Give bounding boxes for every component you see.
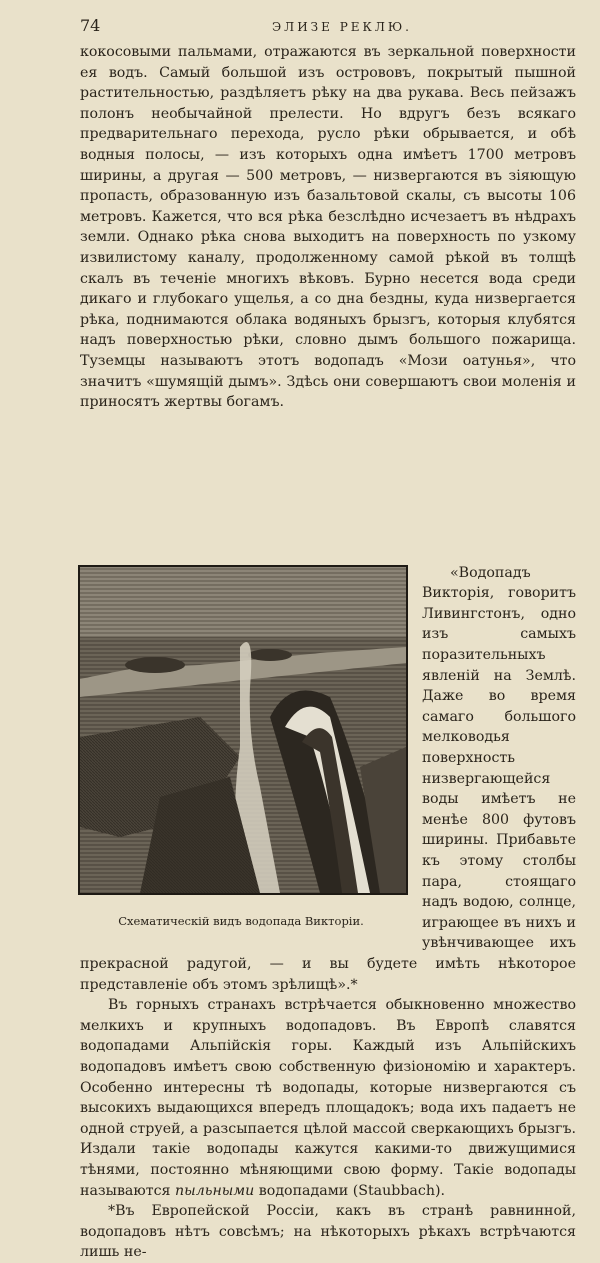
page-header: [80, 16, 576, 42]
paragraph-1-start: [80, 42, 576, 413]
paragraph-3-italic: пыльными: [175, 1182, 255, 1199]
paragraph-1-text: кокосовыми пальмами, отражаются въ зеркальной поверхности ея водъ. Самый большой изъ острововъ, покрытый пышной растительностью, раздѣляетъ рѣку на два рукава. Весь пейзажъ полонъ необычайной прелести. Но вдругъ безъ всякаго предварительнаго перехода, русло рѣки обрывается, и обѣ водныя полосы, — изъ которыхъ одна имѣетъ 1700 метровъ ширины, а другая — 500 метровъ, — низвергаются въ зіяющую пропасть, образованную изъ базальтовой скалы, съ высоты 106 метровъ. Кажется, что вся рѣка безслѣдно исчезаетъ въ нѣдрахъ земли. Однако рѣка снова выходитъ на поверхность по узкому извилистому каналу, продолженному самой рѣкой въ толщѣ скалъ въ теченіе многихъ вѣковъ. Бурно несется вода среди дикаго и глубокаго ущелья, а со дна бездны, куда низвергается рѣка, поднимаются облака водяныхъ брызгъ, которыя клубятся надъ поверхностью рѣки, словно дымъ большого пожарища. Туземцы называютъ этотъ водопадъ «Мози оатунья», что значитъ «шумящій дымъ». Здѣсь они совершаютъ свои моленія и приносятъ жертвы богамъ.: [80, 44, 576, 411]
paragraph-3: [80, 995, 576, 1201]
figure-caption: Схематическій видъ водопада Викторіи.: [118, 913, 364, 928]
paragraph-4: *Въ Европейской Россіи, какъ въ странѣ равнинной, водопадовъ нѣтъ совсѣмъ; на нѣкоторыхъ рѣкахъ встрѣчаются лишь не-: [80, 1203, 576, 1261]
paragraph-3-text-a: Въ горныхъ странахъ встрѣчается обыкновенно множество мелкихъ и крупныхъ водопадовъ. Въ Европѣ славятся водопадами Альпійскія горы. Каждый изъ Альпійскихъ водопадовъ имѣетъ свою собственную физіономію и характеръ. Особенно интересны тѣ водопады, которые низвергаются съ высокихъ выдающихся впередъ площадокъ; вода ихъ падаетъ не одной струей, а разсыпается цѣлой массой сверкающихъ брызгъ. Издали такіе водопады кажутся какими-то движущимися тѣнями, постоянно мѣняющими свою форму. Такіе водопады называются: [80, 997, 576, 1199]
body-text: [80, 42, 576, 413]
page-number: 74: [80, 16, 101, 35]
body-text-lower: [80, 995, 576, 1263]
victoria-falls-engraving: [78, 565, 408, 895]
body-text-with-figure: [80, 563, 576, 995]
paragraph-3-text-b: водопадами (Staubbach).: [258, 1182, 446, 1199]
paragraph-2: «Водопадъ Викторія, говоритъ Ливингстонъ, одно изъ самыхъ поразительныхъ явленій на Землѣ. Даже во время самаго большого мелководья поверхность низвергающейся воды имѣетъ не менѣе 800 футовъ ширины. Прибавьте къ этому столбы пара, стоящаго надъ водою, солнце, играющее въ нихъ и увѣнчивающее ихъ прекрасной радугой, — и вы будете имѣть нѣкоторое представленіе объ этомъ зрѣлищѣ».*: [80, 564, 576, 993]
figure-victoria-falls: [78, 565, 416, 932]
running-head: ЭЛИЗЕ РЕКЛЮ.: [272, 20, 412, 34]
